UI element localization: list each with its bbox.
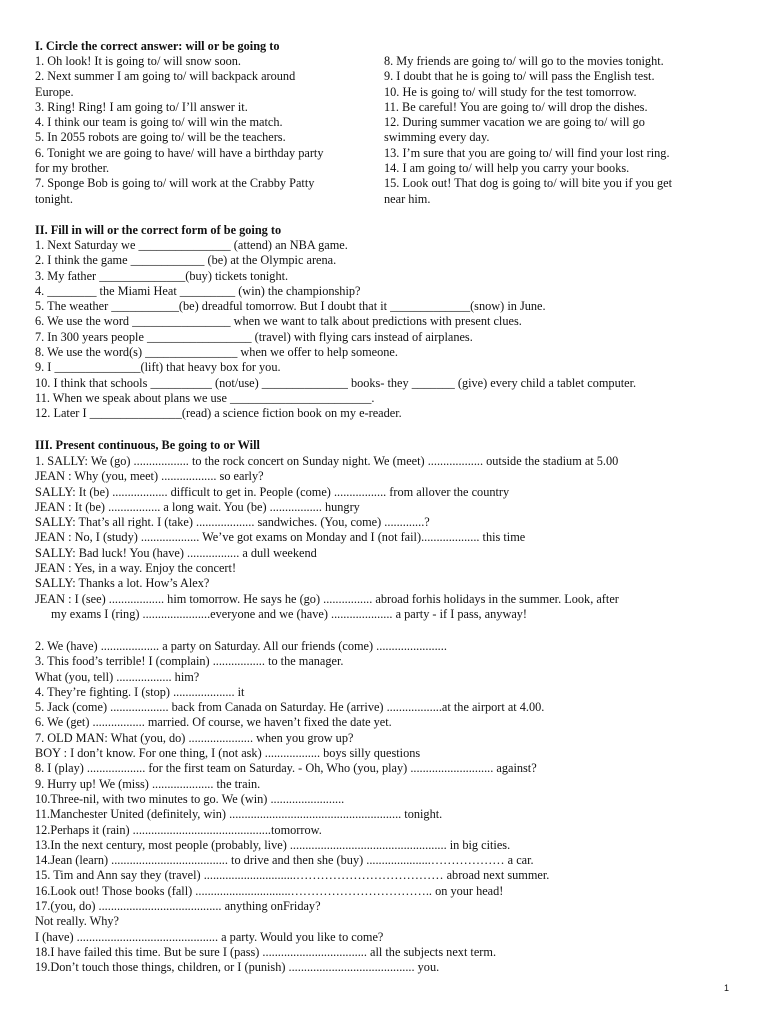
dialogue-line: JEAN : Yes, in a way. Enjoy the concert! (35, 561, 237, 576)
question-line: 5. Jack (come) ................... back from Canada on Saturday. He (arrive) ..................at the airport at 4.00. (35, 700, 545, 715)
section-1-right-column (384, 54, 734, 207)
section-3-dialogue (35, 454, 735, 622)
question-line: 17.(you, do) ........................................ anything onFriday? (35, 899, 321, 914)
dialogue-line: 1. SALLY: We (go) .................. to the rock concert on Sunday night. We (meet) .................. outside the stadium at 5.00 (35, 454, 619, 468)
question-line: 4. I think our team is going to/ will win the match. (35, 115, 283, 130)
question-line: 4. They’re fighting. I (stop) .................... it (35, 684, 245, 699)
question-line: Europe. (35, 84, 74, 99)
dialogue-line: JEAN : Why (you, meet) .................. so early? (35, 469, 264, 484)
dialogue-line: JEAN : No, I (study) ................... We’ve got exams on Monday and I (not fail)................... this time (35, 530, 526, 545)
question-line: 3. This food’s terrible! I (complain) ................. to the manager. (35, 654, 344, 669)
question-line: 9. I doubt that he is going to/ will pass the English test. (384, 69, 655, 84)
question-line: 4. ________ the Miami Heat _________ (win) the championship? (35, 283, 361, 298)
question-line: 5. In 2055 robots are going to/ will be the teachers. (35, 130, 286, 145)
question-line: 9. Hurry up! We (miss) .................... the train. (35, 776, 261, 791)
dialogue-line: SALLY: Thanks a lot. How’s Alex? (35, 576, 210, 591)
question-line: 5. The weather ___________(be) dreadful tomorrow. But I doubt that it _____________(snow) in June. (35, 299, 546, 314)
question-line: 2. I think the game ____________ (be) at the Olympic arena. (35, 253, 337, 268)
question-line: 11.Manchester United (definitely, win) ........................................................ tonight. (35, 807, 443, 822)
dialogue-line: SALLY: That’s all right. I (take) ................... sandwiches. (You, come) .............? (35, 515, 430, 530)
question-line: 7. OLD MAN: What (you, do) ..................... when you grow up? (35, 730, 354, 745)
question-line: 8. I (play) ................... for the first team on Saturday. - Oh, Who (you, play) ........................... against? (35, 761, 537, 776)
question-line: 18.I have failed this time. But be sure I (pass) .................................. all the subjects next term. (35, 944, 497, 959)
question-line: 9. I ______________(lift) that heavy box for you. (35, 360, 281, 375)
question-line: 14. I am going to/ will help you carry your books. (384, 161, 630, 176)
page-number: 1 (724, 983, 730, 993)
question-line: 1. Next Saturday we _______________ (attend) an NBA game. (35, 238, 348, 252)
question-line: I (have) .............................................. a party. Would you like to come? (35, 929, 384, 944)
question-line: near him. (384, 191, 431, 206)
question-line: 1. Oh look! It is going to/ will snow soon. (35, 54, 241, 68)
question-line: swimming every day. (384, 130, 490, 145)
question-line: 3. My father ______________(buy) tickets tonight. (35, 268, 289, 283)
question-line: 10. He is going to/ will study for the test tomorrow. (384, 84, 637, 99)
question-line: 11. Be careful! You are going to/ will drop the dishes. (384, 99, 648, 114)
question-line: 12.Perhaps it (rain) .............................................tomorrow. (35, 822, 322, 837)
section-2-lines (35, 238, 735, 422)
question-line: What (you, tell) .................. him? (35, 669, 200, 684)
question-line: 3. Ring! Ring! I am going to/ I’ll answer it. (35, 99, 248, 114)
question-line: 8. My friends are going to/ will go to the movies tonight. (384, 54, 664, 68)
question-line: 6. We (get) ................. married. Of course, we haven’t fixed the date yet. (35, 715, 392, 730)
question-line: 14.Jean (learn) ...................................... to drive and then she (buy) .....................……………… a car. (35, 853, 534, 868)
question-line: 10.Three-nil, with two minutes to go. We (win) ........................ (35, 791, 345, 806)
dialogue-line: SALLY: Bad luck! You (have) ................. a dull weekend (35, 545, 317, 560)
question-line: 8. We use the word(s) _______________ when we offer to help someone. (35, 345, 398, 360)
question-line: 15. Look out! That dog is going to/ will bite you if you get (384, 176, 673, 191)
question-line: 11. When we speak about plans we use _______________________. (35, 390, 375, 405)
question-line: BOY : I don’t know. For one thing, I (not ask) .................. boys silly questions (35, 746, 421, 761)
question-line: 16.Look out! Those books (fall) ...............................…………………………….. on your head! (35, 883, 504, 898)
question-line: 10. I think that schools __________ (not/use) ______________ books- they _______ (give) every child a tablet computer. (35, 375, 637, 390)
question-line: 13.In the next century, most people (probably, live) ................................................... in big cities. (35, 837, 511, 852)
dialogue-line: JEAN : I (see) .................. him tomorrow. He says he (go) ................ abroad forhis holidays in the summer. Look, after (35, 591, 619, 606)
section-3-items (35, 639, 735, 976)
dialogue-line: JEAN : It (be) ................. a long wait. You (be) ................. hungry (35, 499, 360, 514)
section-3-title: III. Present continuous, Be going to or Will (35, 438, 260, 452)
question-line: 6. Tonight we are going to have/ will have a birthday party (35, 145, 324, 160)
question-line: 19.Don’t touch those things, children, or I (punish) ......................................... you. (35, 960, 440, 975)
dialogue-line: my exams I (ring) ......................everyone and we (have) .................... a party - if I pass, anyway! (51, 606, 528, 621)
question-line: 2. Next summer I am going to/ will backpack around (35, 69, 296, 84)
question-line: 13. I’m sure that you are going to/ will find your lost ring. (384, 145, 670, 160)
section-1-left-column (35, 54, 380, 207)
section-2-title: II. Fill in will or the correct form of be going to (35, 223, 282, 237)
question-line: 12. During summer vacation we are going to/ will go (384, 115, 645, 130)
question-line: 7. In 300 years people _________________ (travel) with flying cars instead of airplanes. (35, 329, 473, 344)
question-line: for my brother. (35, 161, 110, 176)
question-line: 2. We (have) ................... a party on Saturday. All our friends (come) ....................... (35, 639, 447, 653)
question-line: tonight. (35, 191, 73, 206)
question-line: 15. Tim and Ann say they (travel) ..............................……………………………… abroad next summer. (35, 868, 550, 883)
dialogue-line: SALLY: It (be) .................. difficult to get in. People (come) ................. from allover the country (35, 484, 510, 499)
section-1-title: I. Circle the correct answer: will or be going to (35, 39, 280, 53)
question-line: 7. Sponge Bob is going to/ will work at the Crabby Patty (35, 176, 315, 191)
question-line: 12. Later I _______________(read) a science fiction book on my e-reader. (35, 406, 402, 421)
question-line: Not really. Why? (35, 914, 120, 929)
question-line: 6. We use the word ________________ when we want to talk about predictions with present clues. (35, 314, 522, 329)
